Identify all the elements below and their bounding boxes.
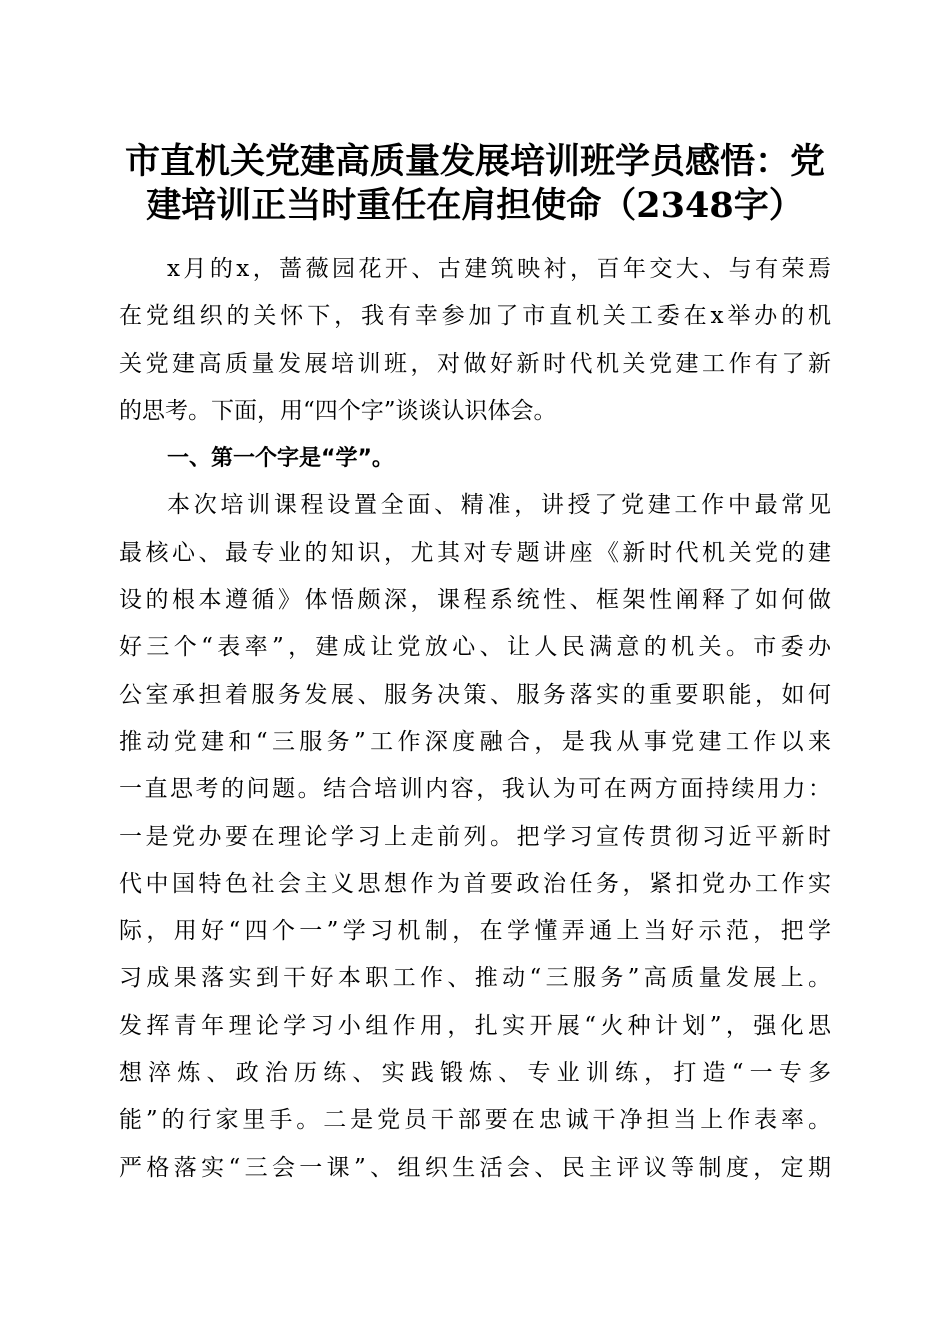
text-line: 一直思考的问题。结合培训内容，我认为可在两方面持续用力：	[119, 776, 831, 803]
text-line: 本次培训课程设置全面、精准，讲授了党建工作中最常见	[167, 492, 831, 519]
document-body	[119, 246, 831, 1192]
text-line: 想淬炼、政治历练、实践锻炼、专业训练，打造“一专多	[119, 1060, 831, 1087]
text-line: 好三个“表率”，建成让党放心、让人民满意的机关。市委办	[119, 634, 831, 661]
text-line: 一是党办要在理论学习上走前列。把学习宣传贯彻习近平新时	[119, 823, 831, 850]
document-title	[100, 140, 850, 228]
text-line: 最核心、最专业的知识，尤其对专题讲座《新时代机关党的建	[119, 539, 831, 566]
text-line: 能”的行家里手。二是党员干部要在忠诚干净担当上作表率。	[119, 1107, 831, 1134]
paragraph-section-1	[119, 482, 831, 1191]
text-line: 关党建高质量发展培训班，对做好新时代机关党建工作有了新	[119, 350, 831, 377]
text-line: 代中国特色社会主义思想作为首要政治任务，紧扣党办工作实	[119, 870, 831, 897]
text-line: 际，用好“四个一”学习机制，在学懂弄通上当好示范，把学	[119, 918, 831, 945]
text-line: 严格落实“三会一课”、组织生活会、民主评议等制度，定期	[119, 1154, 831, 1181]
text-line: 推动党建和“三服务”工作深度融合，是我从事党建工作以来	[119, 728, 831, 755]
text-line: 在党组织的关怀下，我有幸参加了市直机关工委在x举办的机	[119, 303, 831, 330]
text-line: x月的x，蔷薇园花开、古建筑映衬，百年交大、与有荣焉	[167, 256, 831, 282]
section-heading-1: 一、第一个字是“学”。	[167, 446, 394, 472]
paragraph-intro	[119, 246, 831, 435]
text-line: 设的根本遵循》体悟颇深，课程系统性、框架性阐释了如何做	[119, 587, 831, 614]
text-line: 公室承担着服务发展、服务决策、服务落实的重要职能，如何	[119, 681, 831, 708]
title-line-1: 市直机关党建高质量发展培训班学员感悟：党	[124, 141, 825, 182]
title-line-2: 建培训正当时重任在肩担使命（2348字）	[146, 185, 804, 226]
text-line: 的思考。下面，用“四个字”谈谈认识体会。	[119, 397, 557, 424]
text-line: 发挥青年理论学习小组作用，扎实开展“火种计划”，强化思	[119, 1012, 831, 1039]
text-line: 习成果落实到干好本职工作、推动“三服务”高质量发展上。	[119, 965, 831, 992]
